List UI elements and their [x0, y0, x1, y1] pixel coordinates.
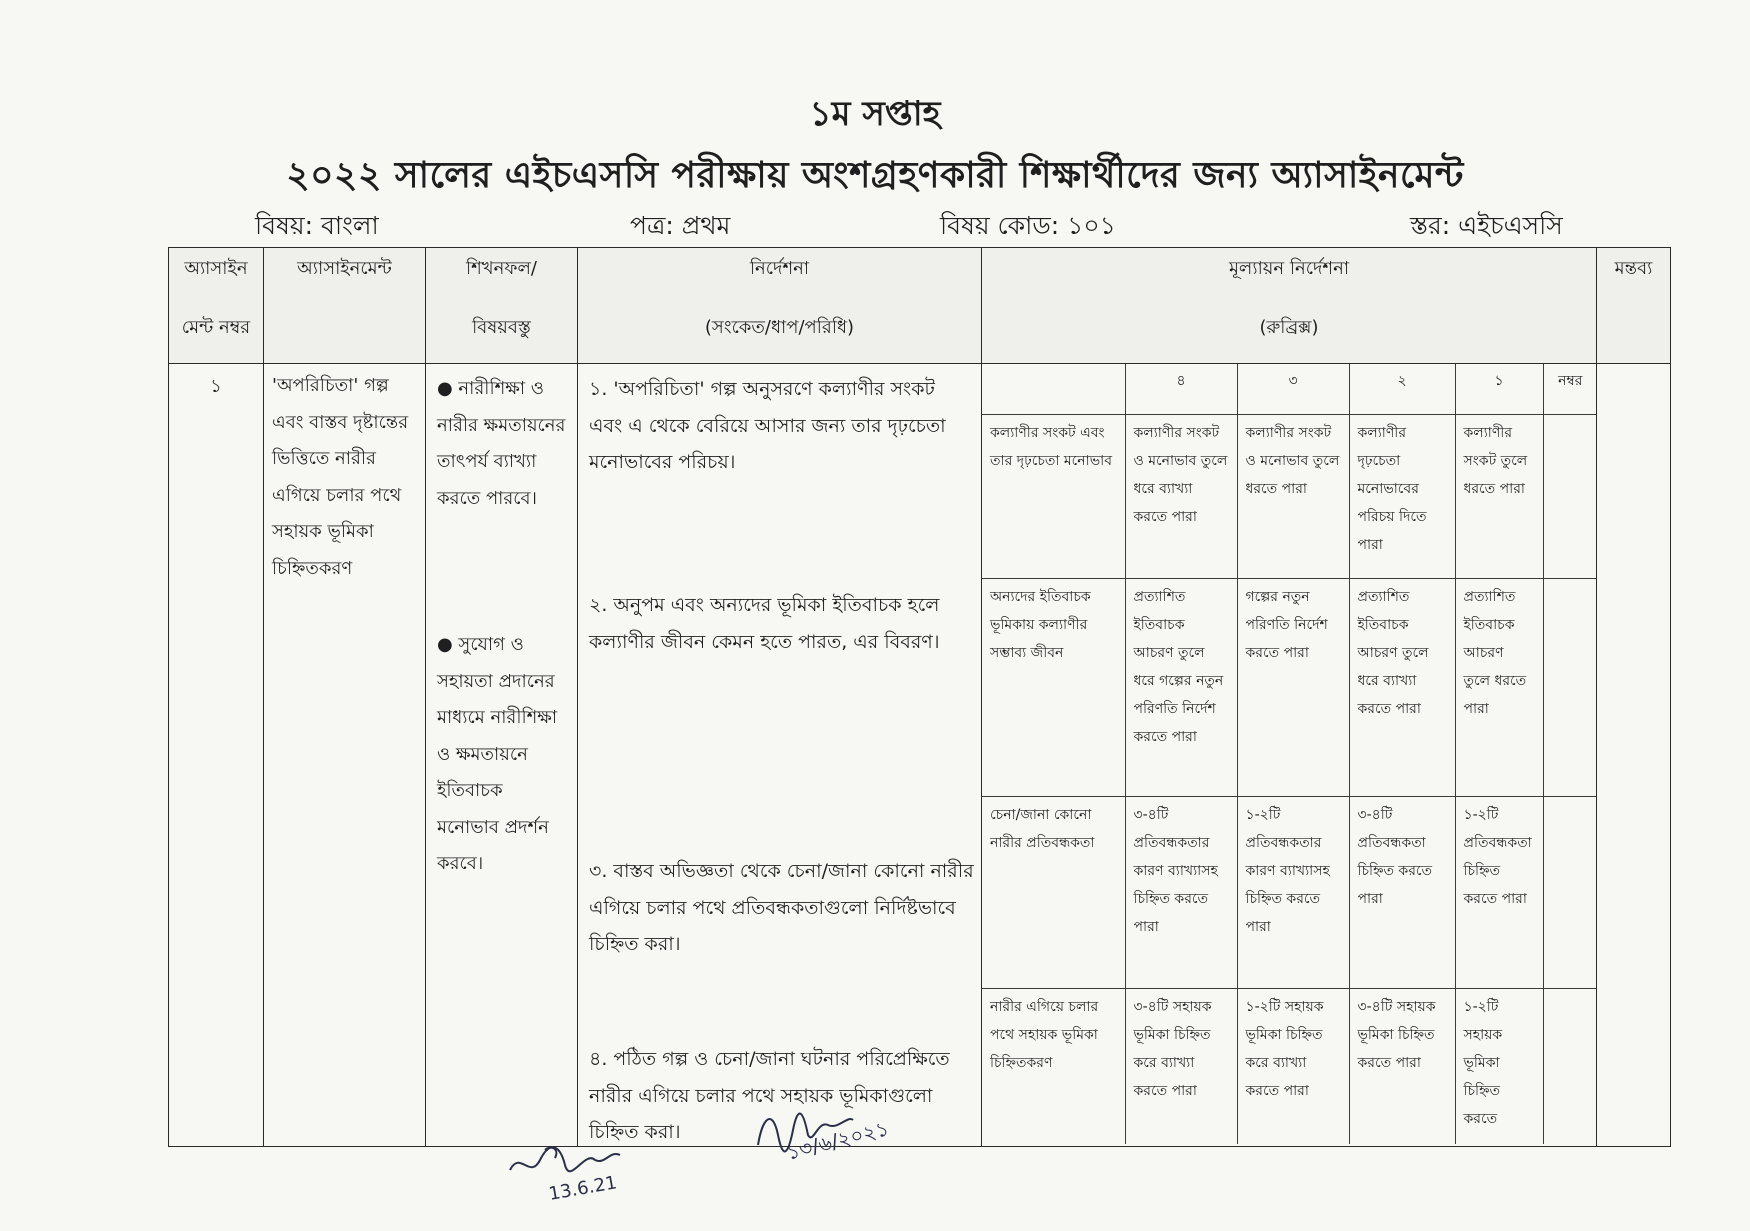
rubric-level-row	[982, 364, 1597, 414]
rubric-marks	[1543, 578, 1597, 796]
instruction-1: ১. 'অপরিচিতা' গল্প অনুসরণে কল্যাণীর সংকট এবং এ থেকে বেরিয়ে আসার জন্য তার দৃঢ়চেতা মনোভাবের পরিচয়।	[589, 378, 946, 473]
rubric-criterion: নারীর এগিয়ে চলার পথে সহায়ক ভূমিকা চিহ্নিতকরণ	[982, 988, 1125, 1144]
col-header-outcome: শিখনফল/ বিষয়বস্তু	[426, 248, 578, 364]
rubric-marks	[1543, 988, 1597, 1144]
col-header-number: অ্যাসাইন মেন্ট নম্বর	[169, 248, 264, 364]
rubric-descriptor: কল্যাণীর সংকট ও মনোভাব তুলে ধরে ব্যাখ্যা করতে পারা	[1125, 414, 1237, 578]
rubric-marks-label: নম্বর	[1543, 364, 1597, 414]
table-header-row	[169, 248, 1671, 364]
assignment-table	[168, 247, 1671, 1147]
subject-code-label: বিষয় কোড: ১০১	[940, 211, 1116, 240]
learning-outcome-2: ● সুযোগ ও সহায়তা প্রদানের মাধ্যমে নারীশিক্ষা ও ক্ষমতায়নে ইতিবাচক মনোভাব প্রদর্শন করবে।	[437, 634, 558, 874]
rubric-descriptor: ১-২টি সহায়ক ভূমিকা চিহ্নিত করতে	[1455, 988, 1543, 1144]
rubric-criterion: চেনা/জানা কোনো নারীর প্রতিবন্ধকতা	[982, 796, 1125, 988]
signature-2-date: ১৩/৬/২০২১	[783, 1116, 892, 1165]
col-header-assignment: অ্যাসাইনমেন্ট	[264, 248, 426, 364]
rubric-criterion: অন্যদের ইতিবাচক ভূমিকায় কল্যাণীর সম্ভাব্য জীবন	[982, 578, 1125, 796]
rubric-descriptor: কল্যাণীর দৃঢ়চেতা মনোভাবের পরিচয় দিতে পারা	[1349, 414, 1455, 578]
learning-outcome-1: ● নারীশিক্ষা ও নারীর ক্ষমতায়নের তাৎপর্য ব্যাখ্যা করতে পারবে।	[437, 378, 566, 509]
rubric-marks	[1543, 796, 1597, 988]
rubric-level-3: ৩	[1237, 364, 1349, 414]
instructions	[578, 364, 982, 1147]
subject-label: বিষয়: বাংলা	[255, 211, 379, 240]
rubric-cell	[982, 364, 1597, 1147]
rubric-row	[982, 796, 1597, 988]
rubric-level-1: ১	[1455, 364, 1543, 414]
level-label: স্তর: এইচএসসি	[1410, 211, 1563, 240]
assignment-text: 'অপরিচিতা' গল্প এবং বাস্তব দৃষ্টান্তের ভিত্তিতে নারীর এগিয়ে চলার পথে সহায়ক ভূমিকা চিহ্নিতকরণ	[264, 364, 426, 1147]
rubric-descriptor: ১-২টি সহায়ক ভূমিকা চিহ্নিত করে ব্যাখ্যা করতে পারা	[1237, 988, 1349, 1144]
rubric-table	[982, 364, 1597, 1144]
instruction-2: ২. অনুপম এবং অন্যদের ভূমিকা ইতিবাচক হলে কল্যাণীর জীবন কেমন হতে পারত, এর বিবরণ।	[589, 594, 940, 653]
rubric-row	[982, 578, 1597, 796]
rubric-corner	[982, 364, 1125, 414]
rubric-descriptor: গল্পের নতুন পরিণতি নির্দেশ করতে পারা	[1237, 578, 1349, 796]
col-header-instructions: নির্দেশনা (সংকেত/ধাপ/পরিধি)	[578, 248, 982, 364]
week-title: ১ম সপ্তাহ	[809, 94, 941, 134]
page-title: ২০২২ সালের এইচএসসি পরীক্ষায় অংশগ্রহণকারী শিক্ষার্থীদের জন্য অ্যাসাইনমেন্ট	[286, 155, 1464, 196]
learning-outcome	[426, 364, 578, 1147]
rubric-marks	[1543, 414, 1597, 578]
rubric-descriptor: কল্যাণীর সংকট তুলে ধরতে পারা	[1455, 414, 1543, 578]
rubric-descriptor: ৩-৪টি প্রতিবন্ধকতার কারণ ব্যাখ্যাসহ চিহ্নিত করতে পারা	[1125, 796, 1237, 988]
table-row	[169, 364, 1671, 1147]
rubric-row	[982, 414, 1597, 578]
remarks-cell	[1597, 364, 1671, 1147]
rubric-descriptor: প্রত্যাশিত ইতিবাচক আচরণ তুলে ধরে গল্পের নতুন পরিণতি নির্দেশ করতে পারা	[1125, 578, 1237, 796]
col-header-remarks: মন্তব্য	[1597, 248, 1671, 364]
rubric-descriptor: ৩-৪টি সহায়ক ভূমিকা চিহ্নিত করে ব্যাখ্যা করতে পারা	[1125, 988, 1237, 1144]
rubric-level-2: ২	[1349, 364, 1455, 414]
signature-1-date: 13.6.21	[547, 1172, 619, 1205]
rubric-descriptor: কল্যাণীর সংকট ও মনোভাব তুলে ধরতে পারা	[1237, 414, 1349, 578]
rubric-descriptor: প্রত্যাশিত ইতিবাচক আচরণ তুলে ধরে ব্যাখ্যা করতে পারা	[1349, 578, 1455, 796]
assignment-number: ১	[169, 364, 264, 1147]
rubric-descriptor: ১-২টি প্রতিবন্ধকতার কারণ ব্যাখ্যাসহ চিহ্নিত করতে পারা	[1237, 796, 1349, 988]
rubric-descriptor: ৩-৪টি সহায়ক ভূমিকা চিহ্নিত করতে পারা	[1349, 988, 1455, 1144]
col-header-evaluation: মূল্যায়ন নির্দেশনা (রুব্রিক্স)	[982, 248, 1597, 364]
rubric-descriptor: ১-২টি প্রতিবন্ধকতা চিহ্নিত করতে পারা	[1455, 796, 1543, 988]
rubric-descriptor: প্রত্যাশিত ইতিবাচক আচরণ তুলে ধরতে পারা	[1455, 578, 1543, 796]
rubric-descriptor: ৩-৪টি প্রতিবন্ধকতা চিহ্নিত করতে পারা	[1349, 796, 1455, 988]
rubric-row	[982, 988, 1597, 1144]
instruction-4: ৪. পঠিত গল্প ও চেনা/জানা ঘটনার পরিপ্রেক্ষিতে নারীর এগিয়ে চলার পথে সহায়ক ভূমিকাগুলো চিহ্নিত করা।	[589, 1048, 950, 1143]
rubric-level-4: ৪	[1125, 364, 1237, 414]
paper-label: পত্র: প্রথম	[630, 211, 731, 240]
rubric-criterion: কল্যাণীর সংকট এবং তার দৃঢ়চেতা মনোভাব	[982, 414, 1125, 578]
instruction-3: ৩. বাস্তব অভিজ্ঞতা থেকে চেনা/জানা কোনো নারীর এগিয়ে চলার পথে প্রতিবন্ধকতাগুলো নির্দিষ্টভাবে চিহ্নিত করা।	[589, 860, 974, 955]
